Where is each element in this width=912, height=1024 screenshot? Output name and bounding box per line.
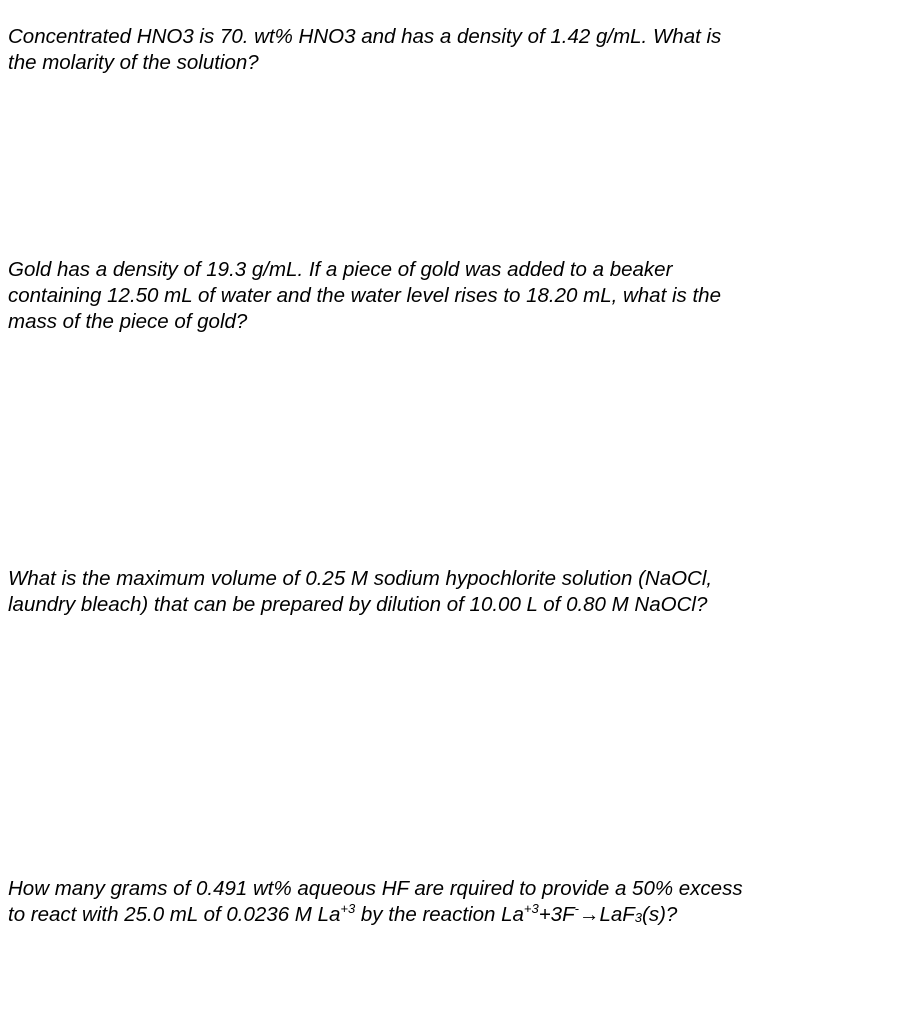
question-4-text-e: (s)? <box>642 903 678 926</box>
question-4-text-b: by the reaction La <box>355 903 524 926</box>
question-2 <box>8 257 888 335</box>
question-3 <box>8 566 888 618</box>
question-2-line-2: containing 12.50 mL of water and the water level rises to 18.20 mL, what is the <box>8 284 721 307</box>
question-3-line-2: laundry bleach) that can be prepared by dilution of 10.00 L of 0.80 M NaOCl? <box>8 593 708 616</box>
question-1-line-1: Concentrated HNO3 is 70. wt% HNO3 and has a density of 1.42 g/mL. What is <box>8 25 722 48</box>
question-4-text-c: +3F <box>538 903 575 926</box>
question-1-line-2: the molarity of the solution? <box>8 51 259 74</box>
fluorine-count-subscript: 3 <box>634 910 643 925</box>
question-4-text-d: →LaF <box>578 903 635 926</box>
question-4-line-1: How many grams of 0.491 wt% aqueous HF are rquired to provide a 50% excess <box>8 877 743 900</box>
question-4-text-a: to react with 25.0 mL of 0.0236 M La <box>8 903 341 926</box>
la-charge-superscript: +3 <box>340 901 356 916</box>
question-3-line-1: What is the maximum volume of 0.25 M sodium hypochlorite solution (NaOCl, <box>8 567 713 590</box>
la-charge-superscript-reaction: +3 <box>523 901 539 916</box>
question-1 <box>8 24 888 76</box>
question-2-line-3: mass of the piece of gold? <box>8 310 248 333</box>
fluoride-charge-superscript: - <box>574 901 579 916</box>
question-2-line-1: Gold has a density of 19.3 g/mL. If a piece of gold was added to a beaker <box>8 258 673 281</box>
question-4-line-2 <box>8 902 888 928</box>
question-4 <box>8 876 888 928</box>
